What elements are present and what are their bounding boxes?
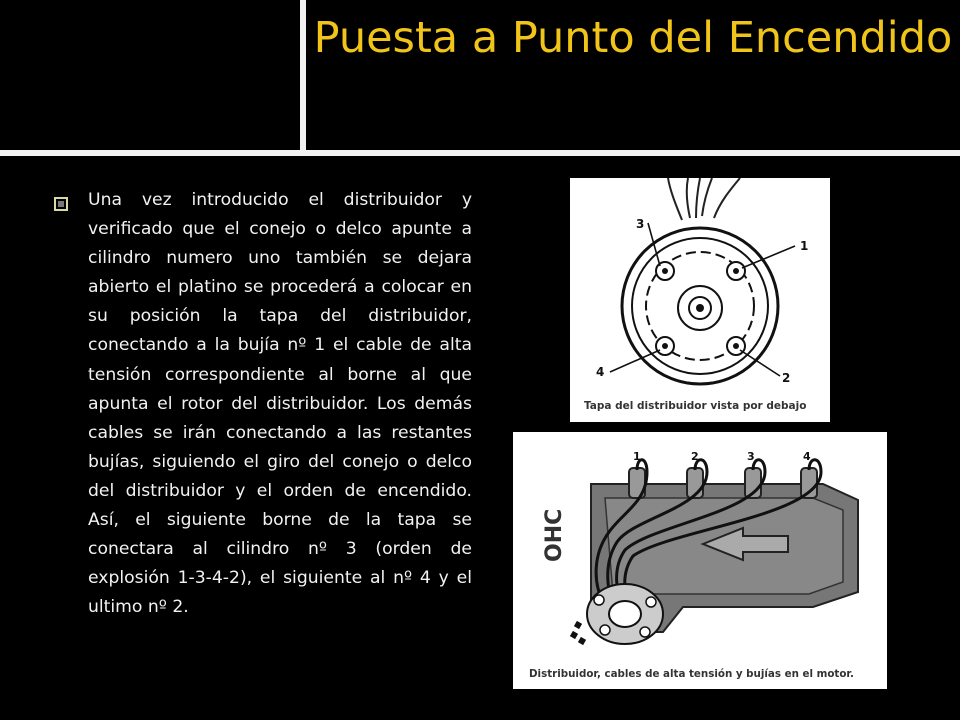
engine-label-2: 2 bbox=[691, 450, 699, 463]
bullet-icon bbox=[54, 197, 68, 211]
engine-figure bbox=[513, 432, 887, 689]
distributor-cap-figure bbox=[570, 178, 830, 422]
header-left-panel bbox=[0, 0, 300, 150]
distributor-cap-drawing bbox=[570, 178, 830, 422]
cap-label-4: 4 bbox=[596, 365, 605, 379]
cap-figure-caption: Tapa del distribuidor vista por debajo bbox=[584, 400, 807, 412]
engine-figure-caption: Distribuidor, cables de alta tensión y bujías en el motor. bbox=[529, 668, 854, 680]
body-paragraph: Una vez introducido el distribuidor y verificado que el conejo o delco apunte a cilindro numero uno también se dejara abierto el platino se procederá a colocar en su posición la tapa del distribuidor, conectando a la bujía nº 1 el cable de alta tensión correspondiente al borne al que apunta el rotor del distribuidor. Los demás cables se irán conectando a las restantes bujías, siguiendo el giro del conejo o delco del distribuidor y el orden de encendido. Así, el siguiente borne de la tapa se conectara al cilindro nº 3 (orden de explosión 1-3-4-2), el siguiente al nº 4 y el ultimo nº 2. bbox=[88, 190, 472, 618]
cap-label-2: 2 bbox=[782, 371, 791, 385]
engine-drawing bbox=[513, 432, 887, 689]
engine-label-4: 4 bbox=[803, 450, 811, 463]
cap-label-1: 1 bbox=[800, 239, 809, 253]
engine-label-1: 1 bbox=[633, 450, 641, 463]
engine-ohc-text: OHC bbox=[542, 508, 567, 562]
slide-title: Puesta a Punto del Encendido bbox=[313, 13, 953, 63]
engine-label-3: 3 bbox=[747, 450, 755, 463]
cap-label-3: 3 bbox=[636, 217, 645, 231]
